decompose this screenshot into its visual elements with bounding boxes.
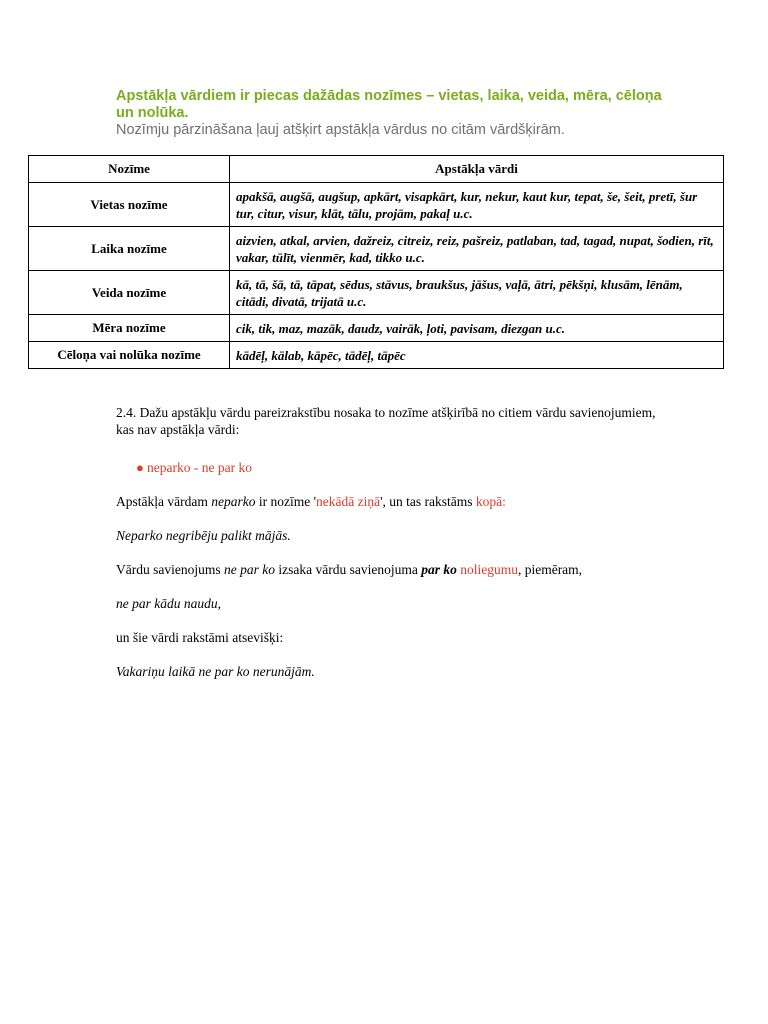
text-run-italic: ne par ko (223, 562, 275, 577)
text-run-red: nekādā ziņā (316, 494, 381, 509)
meaning-cell: Cēloņa vai nolūka nozīme (29, 342, 230, 369)
example-sentence-3: Vakariņu laikā ne par ko nerunājām. (116, 664, 315, 679)
column-header-meaning: Nozīme (29, 156, 230, 183)
table-row (29, 315, 724, 342)
adverb-meanings-table (28, 155, 724, 369)
paragraph-ne-par-ko (116, 561, 656, 578)
intro-block (116, 88, 676, 139)
text-run: Vārdu savienojums (116, 562, 224, 577)
adverbs-cell: kādēļ, kālab, kāpēc, tādēļ, tāpēc (230, 342, 724, 369)
text-run: ir nozīme ' (255, 494, 317, 509)
section-intro: 2.4. Dažu apstākļu vārdu pareizrakstību nosaka to nozīme atšķirībā no citiem vārdu savienojumiem, kas nav apstākļa vārdi: (116, 405, 656, 437)
text-run-italic: neparko (211, 494, 256, 509)
bullet-text: neparko - ne par ko (147, 460, 252, 475)
text-run: ', un tas rakstāms (380, 494, 476, 509)
meaning-cell: Mēra nozīme (29, 315, 230, 342)
meaning-cell: Vietas nozīme (29, 183, 230, 227)
table-row (29, 271, 724, 315)
example-sentence-2: ne par kādu naudu, (116, 596, 221, 611)
intro-subtitle: Nozīmju pārzināšana ļauj atšķirt apstākļa vārdus no citām vārdšķirām. (116, 122, 565, 138)
adverbs-cell: apakšā, augšā, augšup, apkārt, visapkārt, kur, nekur, kaut kur, tepat, še, šeit, pretī, šur tur, citur, visur, klāt, tālu, projām, pakaļ u.c. (230, 183, 724, 227)
text-run-red: kopā (475, 494, 503, 509)
section-body (116, 404, 656, 680)
text-run: , piemēram, (517, 562, 583, 577)
adverbs-cell: kā, tā, šā, tā, tāpat, sēdus, stāvus, braukšus, jāšus, vaļā, ātri, pēkšņi, klusām, lēnām, citādi, divatā, trijatā u.c. (230, 271, 724, 315)
adverbs-cell: aizvien, atkal, arvien, dažreiz, citreiz, reiz, pašreiz, patlaban, tad, tagad, nupat, šodien, rīt, vakar, tūlīt, vienmēr, kad, tikko u.c. (230, 227, 724, 271)
text-run: Apstākļa vārdam (116, 494, 212, 509)
bullet-dot-icon: ● (136, 460, 144, 475)
table-row (29, 342, 724, 369)
paragraph-neparko (116, 493, 656, 510)
bullet-item (116, 459, 656, 476)
paragraph-separately: un šie vārdi rakstāmi atsevišķi: (116, 630, 284, 645)
meaning-cell: Laika nozīme (29, 227, 230, 271)
adverbs-cell: cik, tik, maz, mazāk, daudz, vairāk, ļoti, pavisam, diezgan u.c. (230, 315, 724, 342)
text-run: izsaka vārdu savienojuma (274, 562, 422, 577)
meaning-cell: Veida nozīme (29, 271, 230, 315)
text-run-red: noliegumu (460, 562, 518, 577)
table-row (29, 227, 724, 271)
text-run-red: : (502, 494, 506, 509)
table-row (29, 183, 724, 227)
column-header-adverbs: Apstākļa vārdi (230, 156, 724, 183)
intro-title: Apstākļa vārdiem ir piecas dažādas nozīmes – vietas, laika, veida, mēra, cēloņa un nolūka. (116, 88, 662, 121)
text-run-bold-italic: par ko (421, 562, 457, 577)
table-header-row (29, 156, 724, 183)
example-sentence-1: Neparko negribēju palikt mājās. (116, 528, 291, 543)
